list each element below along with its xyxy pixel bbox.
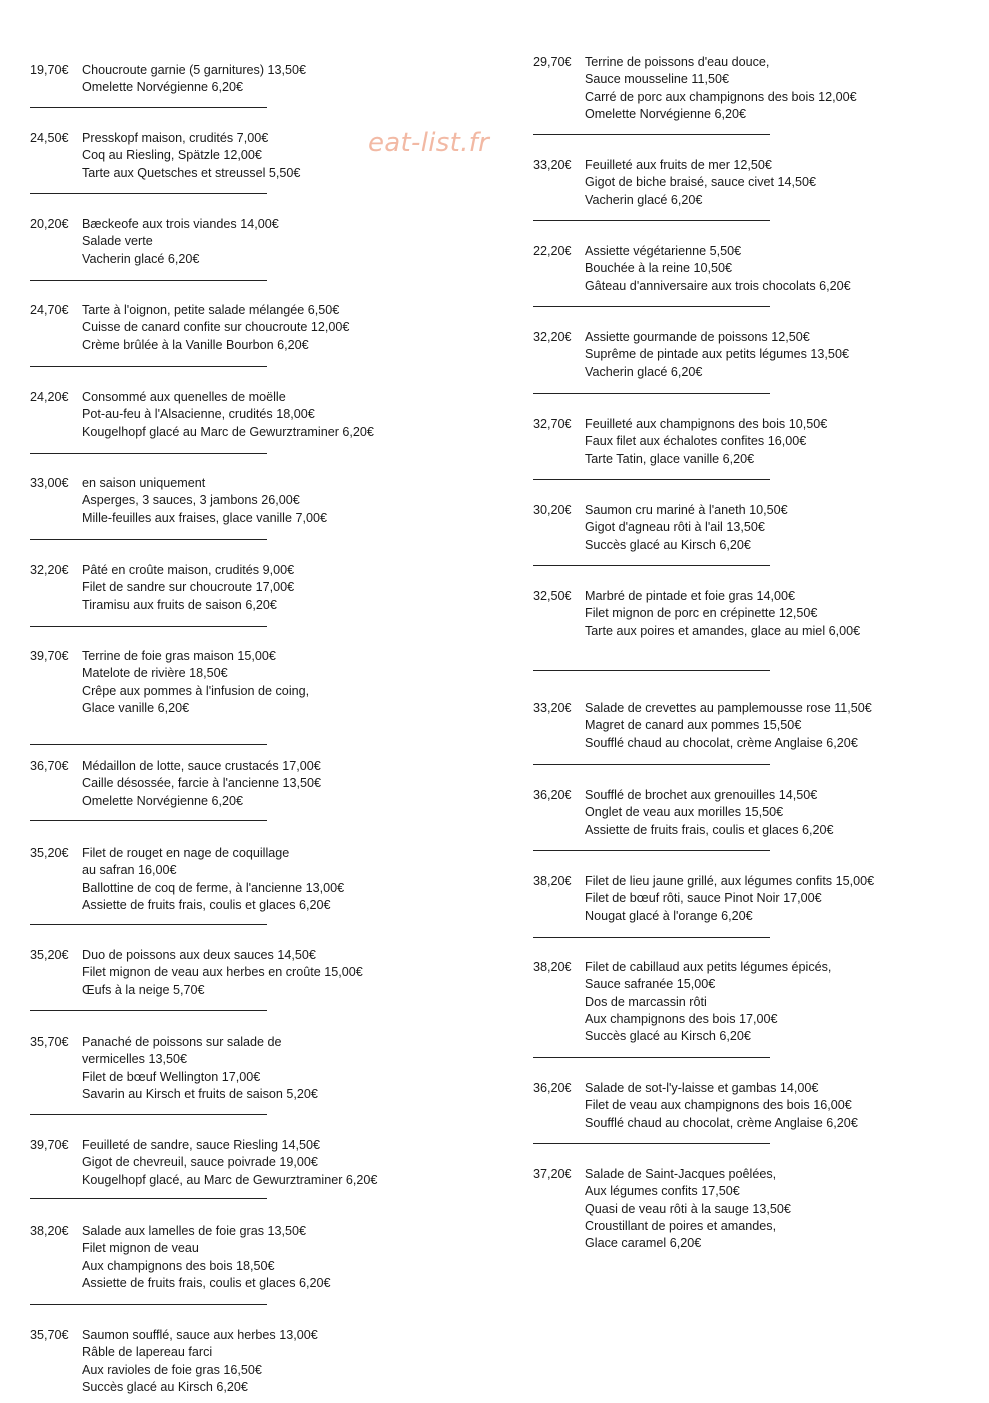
menu-line [30, 510, 327, 527]
menu-line [533, 157, 816, 174]
dish-text: Assiette gourmande de poissons 12,50€ [585, 330, 810, 344]
menu-line [30, 1344, 318, 1361]
right-menu-block [533, 959, 831, 1045]
menu-price: 33,20€ [533, 158, 572, 172]
menu-line [533, 976, 831, 993]
menu-line [533, 106, 857, 123]
dish-text: Consommé aux quenelles de moëlle [82, 390, 286, 404]
dish-text: Mille-feuilles aux fraises, glace vanille 7,00€ [82, 510, 328, 525]
menu-price: 30,20€ [533, 503, 572, 517]
right-menu-block [533, 1166, 791, 1252]
menu-line [30, 982, 363, 999]
menu-line [30, 947, 363, 964]
menu-line [533, 1166, 791, 1183]
separator-line [533, 306, 770, 307]
separator-line [30, 280, 267, 281]
dish-text: Succès glacé au Kirsch 6,20€ [585, 1029, 751, 1044]
dish-text: Nougat glacé à l'orange 6,20€ [585, 908, 753, 923]
dish-text: Filet de cabillaud aux petits légumes épicés, [585, 960, 832, 974]
right-menu-block [533, 329, 849, 381]
dish-text: Faux filet aux échalotes confites 16,00€ [585, 434, 807, 449]
dish-text: Omelette Norvégienne 6,20€ [82, 80, 244, 95]
separator-line [533, 764, 770, 765]
dish-text: Soufflé chaud au chocolat, crème Anglaise 6,20€ [585, 1115, 858, 1130]
left-menu-block [30, 648, 309, 717]
dish-text: Filet de lieu jaune grillé, aux légumes confits 15,00€ [585, 874, 875, 888]
menu-line [533, 451, 827, 468]
menu-line [30, 683, 309, 700]
dish-text: Tarte aux Quetsches et streussel 5,50€ [82, 165, 301, 180]
dish-text: Suprême de pintade aux petits légumes 13,50€ [585, 347, 849, 362]
dish-text: Caille désossée, farcie à l'ancienne 13,50€ [82, 776, 322, 791]
dish-text: Glace vanille 6,20€ [82, 700, 190, 715]
dish-text: Assiette de fruits frais, coulis et glaces 6,20€ [585, 822, 834, 837]
left-menu-block [30, 562, 294, 614]
menu-line [30, 424, 374, 441]
menu-price: 38,20€ [533, 960, 572, 974]
menu-line [30, 964, 363, 981]
separator-line [533, 937, 770, 938]
menu-line [533, 89, 857, 106]
menu-line [30, 492, 327, 509]
menu-line [533, 605, 860, 622]
menu-line [30, 665, 309, 682]
dish-text: Pot-au-feu à l'Alsacienne, crudités 18,00€ [82, 407, 315, 422]
left-menu-block [30, 1137, 377, 1189]
dish-text: Soufflé chaud au chocolat, crème Anglaise 6,20€ [585, 735, 858, 750]
dish-text: Soufflé de brochet aux grenouilles 14,50€ [585, 788, 818, 802]
menu-line [30, 648, 309, 665]
menu-line [30, 562, 294, 579]
menu-line [533, 71, 857, 88]
menu-line [30, 579, 294, 596]
menu-price: 32,20€ [30, 563, 69, 577]
menu-line [30, 1275, 331, 1292]
dish-text: Glace caramel 6,20€ [585, 1236, 702, 1251]
dish-text: Filet mignon de porc en crépinette 12,50€ [585, 606, 818, 621]
dish-text: Filet de sandre sur choucroute 17,00€ [82, 580, 295, 595]
dish-text: Bouchée à la reine 10,50€ [585, 261, 733, 276]
menu-price: 35,20€ [30, 948, 69, 962]
separator-line [30, 924, 267, 925]
menu-price: 29,70€ [533, 55, 572, 69]
menu-line [30, 1223, 331, 1240]
separator-line [30, 744, 267, 745]
menu-line [30, 793, 321, 810]
dish-text: Filet de rouget en nage de coquillage [82, 846, 290, 860]
dish-text: Succès glacé au Kirsch 6,20€ [585, 537, 751, 552]
dish-text: Vacherin glacé 6,20€ [585, 364, 703, 379]
menu-line [533, 364, 849, 381]
left-menu-block [30, 389, 374, 441]
separator-line [30, 539, 267, 540]
menu-line [533, 804, 834, 821]
dish-text: Omelette Norvégienne 6,20€ [585, 106, 747, 121]
menu-line [533, 822, 834, 839]
separator-line [30, 820, 267, 821]
dish-text: Sauce safranée 15,00€ [585, 977, 716, 992]
menu-line [533, 700, 872, 717]
menu-line [533, 1183, 791, 1200]
dish-text: Crêpe aux pommes à l'infusion de coing, [82, 683, 310, 698]
left-menu-block [30, 62, 306, 97]
menu-line [30, 302, 349, 319]
dish-text: Saumon soufflé, sauce aux herbes 13,00€ [82, 1328, 318, 1342]
menu-price: 24,20€ [30, 390, 69, 404]
menu-line [30, 1379, 318, 1396]
menu-price: 38,20€ [533, 874, 572, 888]
separator-line [533, 670, 770, 671]
dish-text: Assiette de fruits frais, coulis et glaces 6,20€ [82, 897, 331, 912]
menu-line [533, 416, 827, 433]
menu-price: 35,70€ [30, 1035, 69, 1049]
menu-price: 35,70€ [30, 1328, 69, 1342]
menu-line [30, 1051, 318, 1068]
dish-text: Kougelhopf glacé, au Marc de Gewurztraminer 6,20€ [82, 1172, 378, 1187]
dish-text: Tarte Tatin, glace vanille 6,20€ [585, 451, 755, 466]
dish-text: Omelette Norvégienne 6,20€ [82, 793, 244, 808]
menu-line [533, 787, 834, 804]
menu-line [30, 1034, 318, 1051]
menu-price: 24,70€ [30, 303, 69, 317]
menu-line [30, 233, 279, 250]
separator-line [533, 565, 770, 566]
dish-text: Filet de bœuf Wellington 17,00€ [82, 1069, 261, 1084]
dish-text: Cuisse de canard confite sur choucroute 12,00€ [82, 320, 350, 335]
menu-line [30, 130, 300, 147]
left-menu-block [30, 947, 363, 999]
separator-line [533, 850, 770, 851]
menu-line [30, 406, 374, 423]
menu-line [30, 165, 300, 182]
menu-line [30, 845, 344, 862]
left-menu-block [30, 758, 321, 810]
dish-text: Aux légumes confits 17,50€ [585, 1184, 740, 1199]
dish-text: Filet mignon de veau [82, 1241, 199, 1256]
dish-text: Marbré de pintade et foie gras 14,00€ [585, 589, 796, 603]
dish-text: Presskopf maison, crudités 7,00€ [82, 131, 269, 145]
dish-text: Panaché de poissons sur salade de [82, 1035, 282, 1049]
right-menu-block [533, 416, 827, 468]
separator-line [30, 1010, 267, 1011]
dish-text: Assiette végétarienne 5,50€ [585, 244, 742, 258]
right-menu-block [533, 502, 788, 554]
dish-text: Filet de veau aux champignons des bois 16,00€ [585, 1098, 852, 1113]
dish-text: Feuilleté de sandre, sauce Riesling 14,50€ [82, 1138, 321, 1152]
menu-price: 33,00€ [30, 476, 69, 490]
menu-price: 24,50€ [30, 131, 69, 145]
separator-line [30, 1304, 267, 1305]
dish-text: Salade de sot-l'y-laisse et gambas 14,00€ [585, 1081, 819, 1095]
dish-text: Terrine de poissons d'eau douce, [585, 55, 770, 69]
separator-line [30, 1114, 267, 1115]
menu-price: 37,20€ [533, 1167, 572, 1181]
dish-text: Ballottine de coq de ferme, à l'ancienne 13,00€ [82, 880, 345, 895]
dish-text: Râble de lapereau farci [82, 1345, 213, 1360]
dish-text: Duo de poissons aux deux sauces 14,50€ [82, 948, 316, 962]
menu-line [533, 329, 849, 346]
menu-line [30, 62, 306, 79]
menu-price: 33,20€ [533, 701, 572, 715]
dish-text: Filet mignon de veau aux herbes en croûte 15,00€ [82, 965, 363, 980]
separator-line [30, 626, 267, 627]
menu-line [533, 1115, 858, 1132]
dish-text: Kougelhopf glacé au Marc de Gewurztraminer 6,20€ [82, 424, 374, 439]
dish-text: Tarte aux poires et amandes, glace au miel 6,00€ [585, 623, 861, 638]
right-menu-block [533, 588, 860, 640]
menu-line [30, 389, 374, 406]
watermark: eat-list.fr [368, 128, 490, 158]
menu-line [533, 433, 827, 450]
dish-text: Matelote de rivière 18,50€ [82, 666, 228, 681]
dish-text: Gigot d'agneau rôti à l'ail 13,50€ [585, 520, 765, 535]
right-menu-block [533, 157, 816, 209]
menu-line [30, 337, 349, 354]
dish-text: au safran 16,00€ [82, 863, 177, 878]
menu-line [533, 174, 816, 191]
right-menu-block [533, 700, 872, 752]
menu-price: 19,70€ [30, 63, 69, 77]
right-menu-block [533, 1080, 858, 1132]
dish-text: Feuilleté aux champignons des bois 10,50€ [585, 417, 828, 431]
menu-price: 38,20€ [30, 1224, 69, 1238]
left-menu-block [30, 1327, 318, 1396]
dish-text: Carré de porc aux champignons des bois 12,00€ [585, 89, 857, 104]
separator-line [533, 393, 770, 394]
dish-text: Salade de crevettes au pamplemousse rose 11,50€ [585, 701, 872, 715]
dish-text: Croustillant de poires et amandes, [585, 1218, 777, 1233]
menu-line [30, 1258, 331, 1275]
dish-text: Médaillon de lotte, sauce crustacés 17,00€ [82, 759, 321, 773]
dish-text: Aux ravioles de foie gras 16,50€ [82, 1362, 262, 1377]
menu-line [533, 346, 849, 363]
menu-line [30, 862, 344, 879]
menu-line [30, 147, 300, 164]
menu-line [533, 994, 831, 1011]
dish-text: Coq au Riesling, Spätzle 12,00€ [82, 148, 262, 163]
menu-price: 35,20€ [30, 846, 69, 860]
menu-line [30, 79, 306, 96]
menu-price: 20,20€ [30, 217, 69, 231]
menu-line [533, 1235, 791, 1252]
left-menu-block [30, 1034, 318, 1103]
menu-line [30, 251, 279, 268]
separator-line [533, 134, 770, 135]
dish-text: Salade verte [82, 234, 153, 249]
dish-text: Gigot de biche braisé, sauce civet 14,50€ [585, 175, 817, 190]
menu-price: 36,20€ [533, 788, 572, 802]
separator-line [30, 453, 267, 454]
menu-price: 39,70€ [30, 649, 69, 663]
dish-text: Dos de marcassin rôti [585, 994, 707, 1009]
menu-line [30, 597, 294, 614]
menu-line [533, 623, 860, 640]
menu-line [533, 588, 860, 605]
menu-line [533, 278, 851, 295]
menu-line [533, 717, 872, 734]
separator-line [30, 366, 267, 367]
dish-text: Succès glacé au Kirsch 6,20€ [82, 1379, 248, 1394]
dish-text: Aux champignons des bois 17,00€ [585, 1011, 778, 1026]
menu-price: 36,20€ [533, 1081, 572, 1095]
dish-text: Assiette de fruits frais, coulis et glaces 6,20€ [82, 1275, 331, 1290]
menu-line [30, 1362, 318, 1379]
menu-line [30, 475, 327, 492]
menu-line [30, 1240, 331, 1257]
dish-text: Gigot de chevreuil, sauce poivrade 19,00€ [82, 1155, 318, 1170]
dish-text: Terrine de foie gras maison 15,00€ [82, 649, 276, 663]
right-menu-block [533, 787, 834, 839]
separator-line [533, 220, 770, 221]
dish-text: Onglet de veau aux morilles 15,50€ [585, 805, 784, 820]
dish-text: en saison uniquement [82, 476, 206, 490]
dish-text: Crème brûlée à la Vanille Bourbon 6,20€ [82, 337, 309, 352]
left-menu-block [30, 845, 344, 914]
separator-line [30, 193, 267, 194]
separator-line [30, 1198, 267, 1199]
menu-price: 32,50€ [533, 589, 572, 603]
menu-line [30, 700, 309, 717]
menu-line [533, 243, 851, 260]
dish-text: Tiramisu aux fruits de saison 6,20€ [82, 597, 277, 612]
menu-line [533, 959, 831, 976]
dish-text: Salade aux lamelles de foie gras 13,50€ [82, 1224, 307, 1238]
right-menu-block [533, 873, 874, 925]
menu-line [533, 537, 788, 554]
dish-text: Filet de bœuf rôti, sauce Pinot Noir 17,00€ [585, 891, 822, 906]
menu-line [533, 735, 872, 752]
menu-price: 36,70€ [30, 759, 69, 773]
dish-text: Vacherin glacé 6,20€ [82, 251, 200, 266]
dish-text: Choucroute garnie (5 garnitures) 13,50€ [82, 63, 307, 77]
left-menu-block [30, 302, 349, 354]
menu-line [30, 1327, 318, 1344]
dish-text: Bæckeofe aux trois viandes 14,00€ [82, 217, 279, 231]
dish-text: Feuilleté aux fruits de mer 12,50€ [585, 158, 772, 172]
dish-text: Magret de canard aux pommes 15,50€ [585, 718, 802, 733]
dish-text: Sauce mousseline 11,50€ [585, 72, 729, 87]
menu-line [30, 1172, 377, 1189]
separator-line [533, 1143, 770, 1144]
left-menu-block [30, 475, 327, 527]
menu-line [533, 1097, 858, 1114]
right-menu-block [533, 54, 857, 123]
separator-line [533, 479, 770, 480]
dish-text: Asperges, 3 sauces, 3 jambons 26,00€ [82, 493, 300, 508]
menu-line [533, 502, 788, 519]
menu-line [533, 1080, 858, 1097]
dish-text: Salade de Saint-Jacques poêlées, [585, 1167, 777, 1181]
menu-line [533, 890, 874, 907]
menu-price: 39,70€ [30, 1138, 69, 1152]
dish-text: Quasi de veau rôti à la sauge 13,50€ [585, 1201, 791, 1216]
menu-line [533, 873, 874, 890]
menu-line [30, 1154, 377, 1171]
left-menu-block [30, 130, 300, 182]
menu-line [533, 192, 816, 209]
dish-text: Aux champignons des bois 18,50€ [82, 1258, 275, 1273]
menu-line [30, 775, 321, 792]
separator-line [533, 1057, 770, 1058]
menu-line [533, 1218, 791, 1235]
menu-line [533, 260, 851, 277]
menu-line [533, 1028, 831, 1045]
menu-line [30, 319, 349, 336]
dish-text: vermicelles 13,50€ [82, 1052, 187, 1067]
dish-text: Gâteau d'anniversaire aux trois chocolats 6,20€ [585, 278, 851, 293]
menu-line [30, 758, 321, 775]
menu-line [533, 54, 857, 71]
dish-text: Pâté en croûte maison, crudités 9,00€ [82, 563, 295, 577]
dish-text: Vacherin glacé 6,20€ [585, 192, 703, 207]
dish-text: Savarin au Kirsch et fruits de saison 5,20€ [82, 1086, 318, 1101]
menu-line [30, 897, 344, 914]
dish-text: Tarte à l'oignon, petite salade mélangée 6,50€ [82, 303, 340, 317]
separator-line [30, 107, 267, 108]
menu-line [30, 1086, 318, 1103]
menu-line [533, 519, 788, 536]
left-menu-block [30, 1223, 331, 1292]
menu-line [30, 216, 279, 233]
left-menu-block [30, 216, 279, 268]
menu-line [533, 1201, 791, 1218]
menu-line [30, 1069, 318, 1086]
menu-price: 22,20€ [533, 244, 572, 258]
menu-price: 32,70€ [533, 417, 572, 431]
dish-text: Saumon cru mariné à l'aneth 10,50€ [585, 503, 788, 517]
menu-line [30, 1137, 377, 1154]
menu-line [30, 880, 344, 897]
dish-text: Œufs à la neige 5,70€ [82, 982, 205, 997]
menu-price: 32,20€ [533, 330, 572, 344]
menu-line [533, 908, 874, 925]
menu-line [533, 1011, 831, 1028]
right-menu-block [533, 243, 851, 295]
